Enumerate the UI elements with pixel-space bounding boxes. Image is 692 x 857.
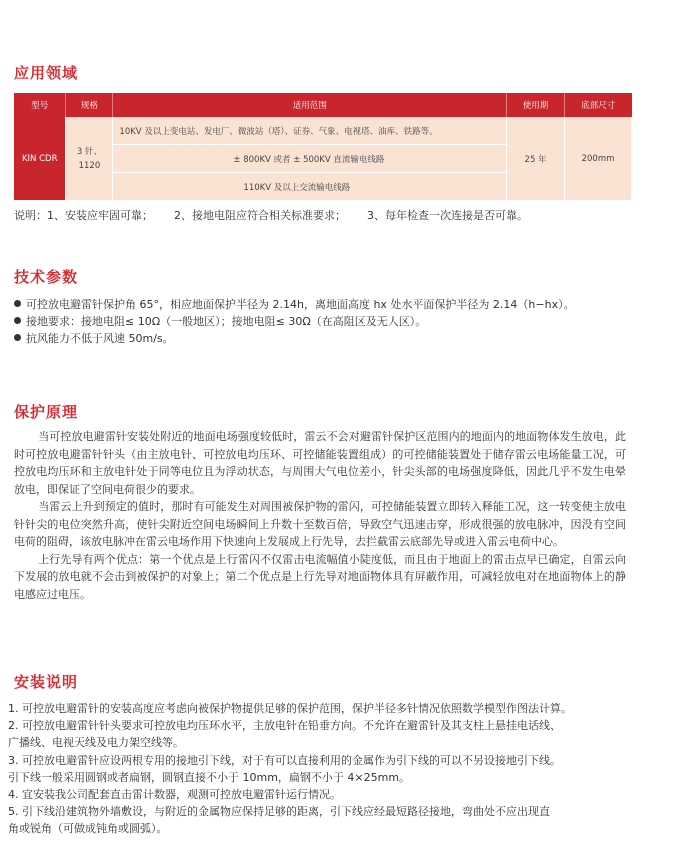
cell-use-1: 10KV 及以上变电站、发电厂、微波站（塔）、证券、气象、电视塔、油库、铁路等。 — [113, 117, 507, 145]
section-title-application: 应用领域 — [14, 64, 79, 82]
tech-params-list — [14, 296, 575, 347]
bullet-icon — [14, 334, 21, 341]
list-item: 接地要求：接地电阻≤ 10Ω（一般地区）；接地电阻≤ 30Ω（在高阻区及无人区）。 — [14, 313, 575, 330]
list-item: 引下线一般采用圆钢或者扁钢，圆钢直接不小于 10mm，扁钢不小于 4×25mm。 — [8, 770, 411, 784]
cell-use-3: 110KV 及以上交流输电线路 — [113, 173, 507, 201]
list-item: 广播线、电视天线及电力架空线等。 — [8, 736, 184, 750]
list-item: 1. 可控放电避雷针的安装高度应考虑向被保护物提供足够的保护范围，保护半径多针情况依照数学模型作图法计算。 — [8, 702, 572, 715]
principle-paragraph: 当可控放电避雷针安装处附近的地面电场强度较低时，雷云不会对避雷针保护区范围内的地面内的地面物体发生放电，此时可控放电避雷针针头（由主放电针、可控放电均压环、可控储能装置组成）的可控储能装置处于储存雷云电场能量工况，可控放电均压环和主放电针处于同等电位且为浮动状态，与周围大气电位差小，针尖头部的电场强度降低，因此几乎不发生电晕放电，即保证了空间电荷很少的要求。 — [14, 430, 626, 496]
table-header-row — [14, 93, 632, 117]
install-list — [8, 700, 634, 838]
list-item: 3. 可控放电避雷针应设两根专用的接地引下线，对于有可以直接利用的金属作为引下线的可以不另设接地引下线。 — [8, 753, 561, 767]
bullet-icon — [14, 317, 21, 324]
bullet-icon — [14, 300, 21, 307]
table-row — [14, 117, 632, 145]
header-life: 使用期 — [507, 93, 565, 117]
header-size: 底部尺寸 — [565, 93, 632, 117]
header-model: 型号 — [14, 93, 66, 117]
list-item: 4. 宜安装我公司配套直击雷计数器，观测可控放电避雷针运行情况。 — [8, 788, 341, 802]
list-item: 可控放电避雷针保护角 65°，相应地面保护半径为 2.14h，离地面高度 hx 处水平面保护半径为 2.14（h−hx）。 — [14, 296, 575, 313]
list-item: 角或锐角（可做成钝角或圆弧）。 — [8, 822, 168, 836]
cell-spec: 3 针、1120 — [66, 117, 113, 201]
principle-paragraph: 上行先导有两个优点：第一个优点是上行雷闪不仅雷击电流幅值小陡度低，而且由于地面上的雷击点早已确定，自雷云向下发展的放电就不会击到被保护的对象上；第二个优点是上行先导对地面物体具有屏蔽作用，可减轻放电对在地面物体上的静电感应过电压。 — [14, 552, 626, 601]
header-use: 适用范围 — [113, 93, 507, 117]
list-item: 5. 引下线沿建筑物外墙敷设，与附近的金属物应保持足够的距离，引下线应经最短路径接地，弯曲处不应出现直 — [8, 805, 550, 819]
section-title-install: 安装说明 — [14, 673, 79, 691]
section-title-principle: 保护原理 — [14, 403, 79, 421]
header-spec: 规格 — [66, 93, 113, 117]
cell-life: 25 年 — [507, 117, 565, 201]
application-table — [14, 93, 632, 201]
cell-model: KIN CDR — [14, 117, 66, 201]
table-note: 说明：1、安装应牢固可靠； 2、接地电阻应符合相关标准要求； 3、每年检查一次连接是否可靠。 — [14, 209, 528, 222]
cell-size: 200mm — [565, 117, 632, 201]
list-item: 抗风能力不低于风速 50m/s。 — [14, 330, 575, 347]
principle-paragraph: 当雷云上升到预定的值时，那时有可能发生对周围被保护物的雷闪，可控储能装置立即转入释能工况，这一转变使主放电针针尖的电位突然升高，使针尖附近空间电场瞬间上升数十至数百倍，导致空气迅速击穿，形成很强的放电脉冲，因没有空间电荷的阻碍，该放电脉冲在雷云电场作用下快速向上发展成上行先导，去拦截雷云底部先导或进入雷云电荷中心。 — [14, 500, 626, 548]
cell-use-2: ± 800KV 或者 ± 500KV 直流输电线路 — [113, 145, 507, 173]
list-item: 2. 可控放电避雷针针头要求可控放电均压环水平，主放电针在铅垂方向。不允许在避雷针及其支柱上悬挂电话线、 — [8, 719, 561, 733]
section-title-tech: 技术参数 — [14, 268, 79, 286]
principle-text — [14, 428, 626, 603]
